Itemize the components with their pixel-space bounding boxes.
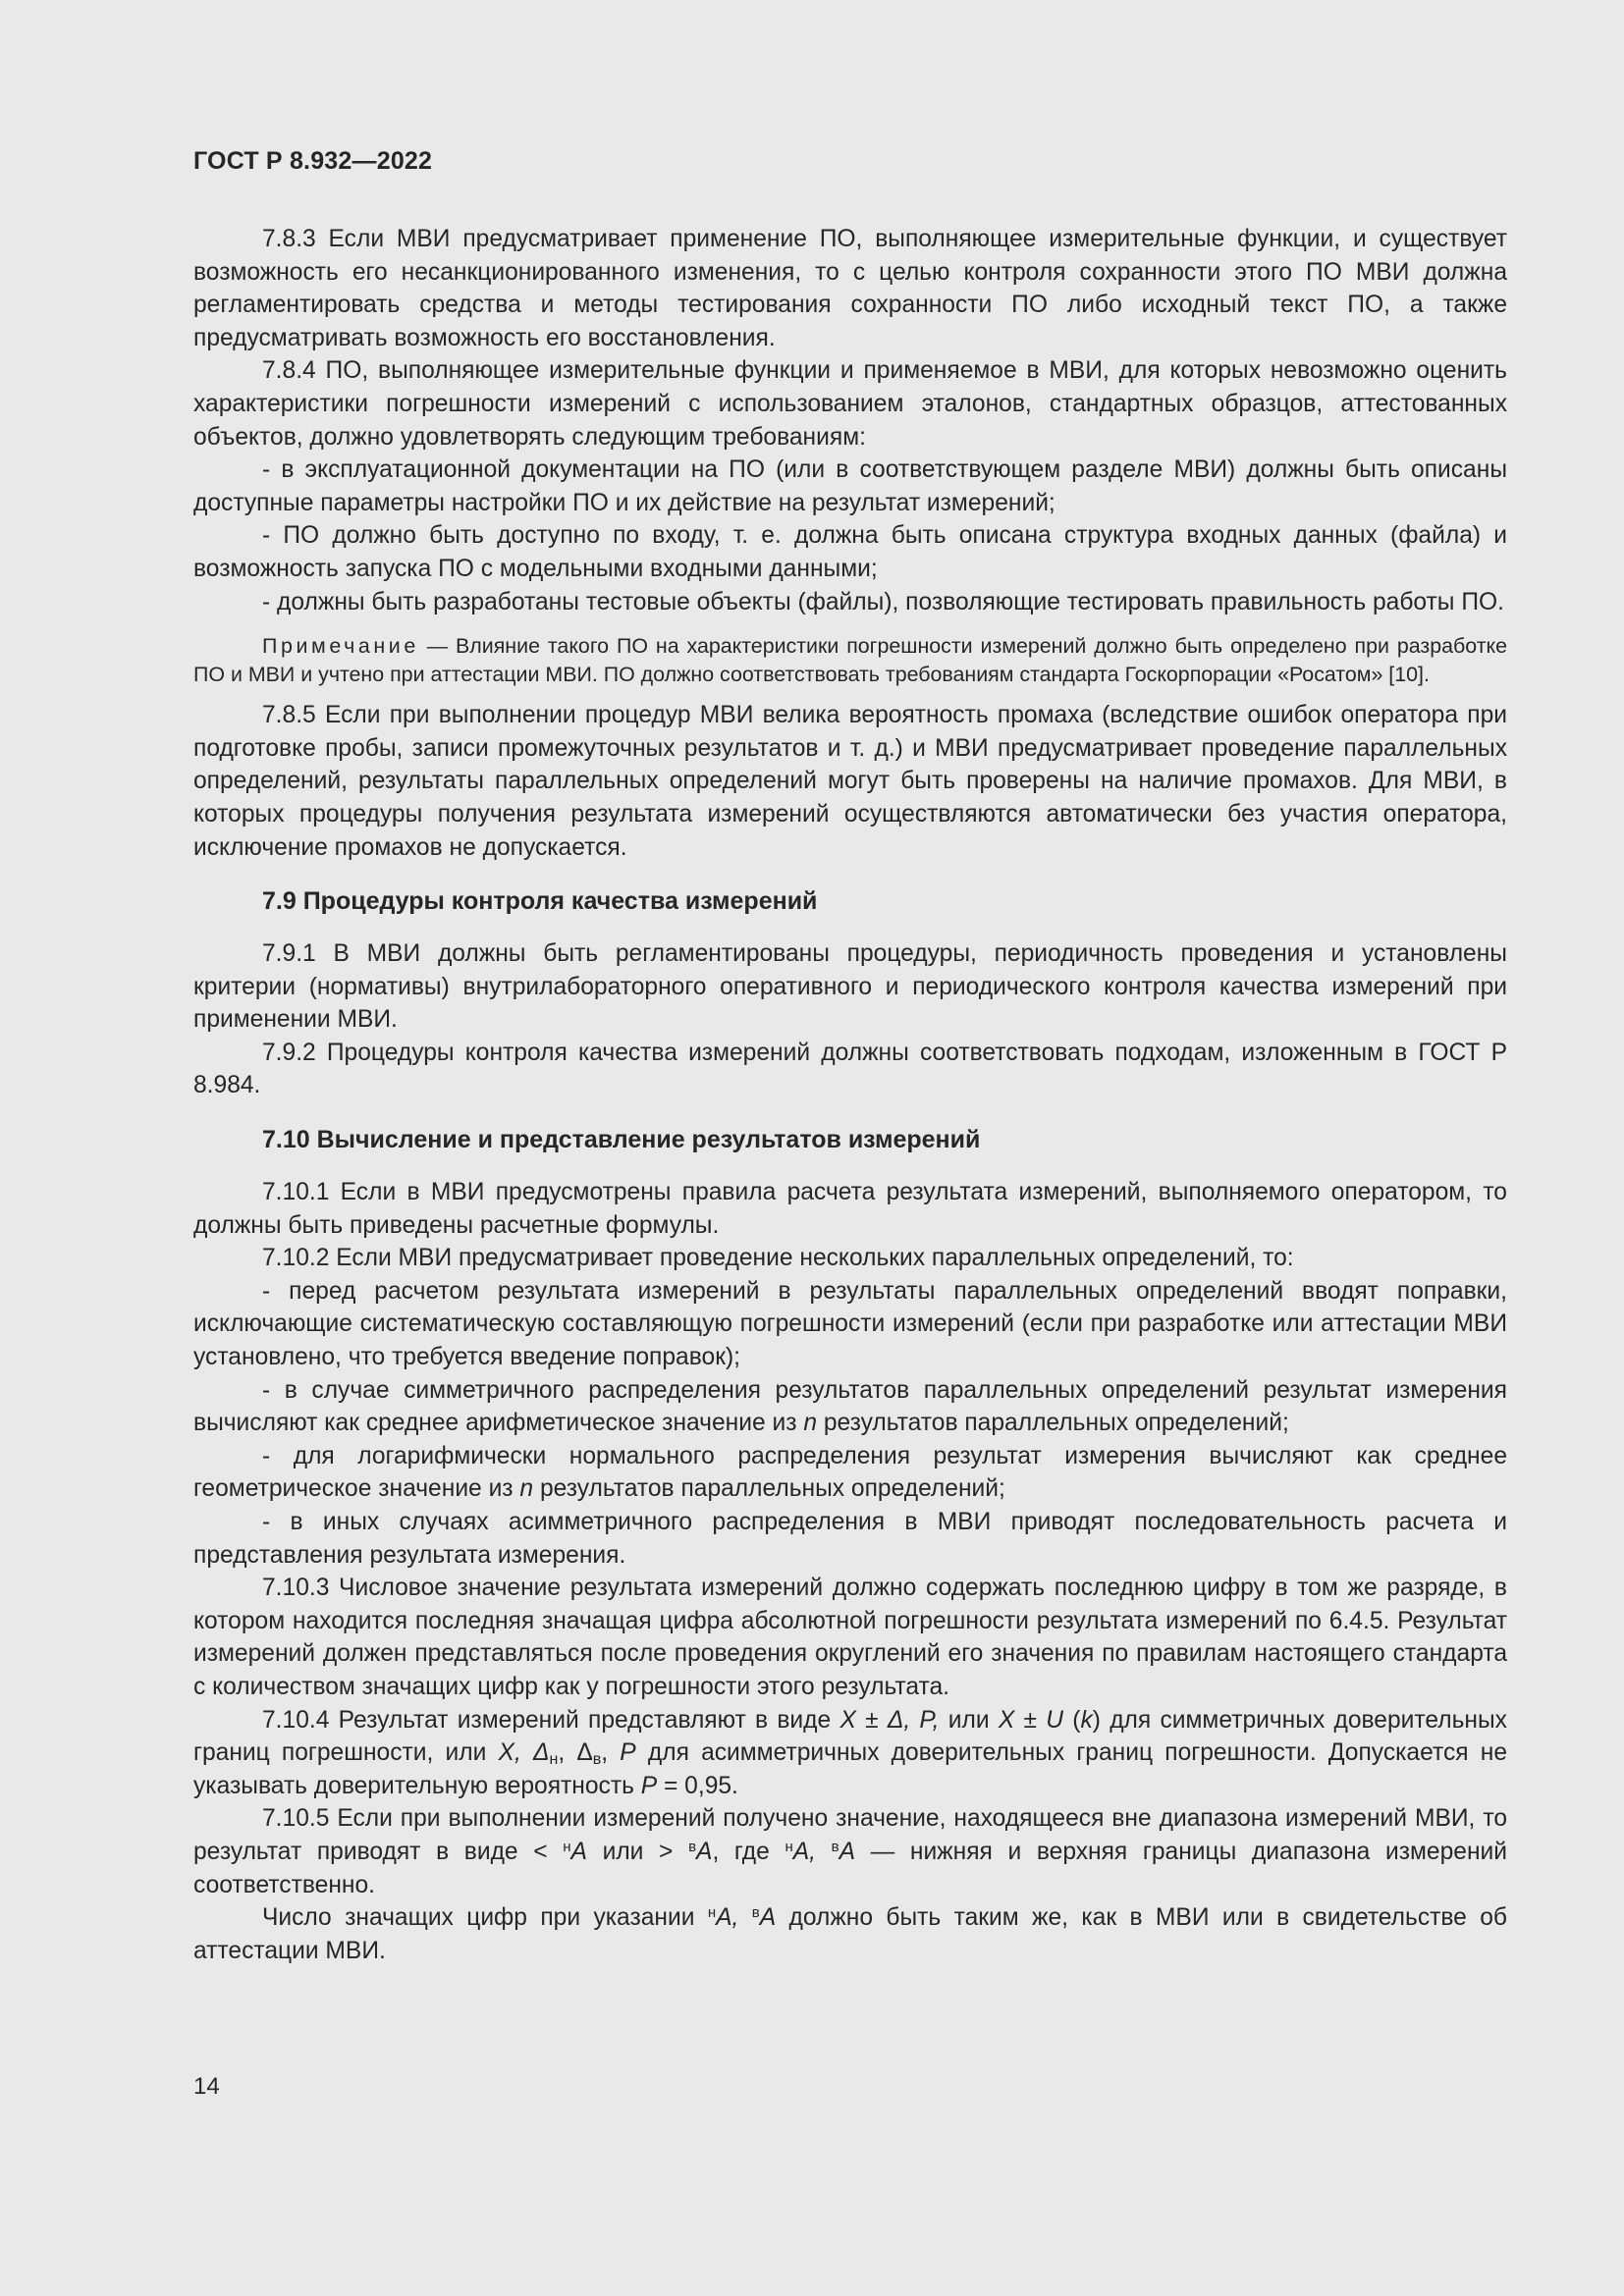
paragraph-7-8-3: 7.8.3 Если МВИ предусматривает применение ПО, выполняющее измерительные функции, и существует возможность его несанкционированного изменения, то с целью контроля сохранности этого ПО МВИ должна регламентировать средства и методы тестирования сохранности ПО либо исходный текст ПО, а также предусматривать возможность его восстановления. [193, 226, 1507, 351]
list-item: - ПО должно быть доступно по входу, т. е. должна быть описана структура входных данных (файла) и возможность запуска ПО с модельными входными данными; [193, 522, 1507, 582]
list-item: - в эксплуатационной документации на ПО (или в соответствующем разделе МВИ) должны быть описаны доступные параметры настройки ПО и их действие на результат измерений; [193, 456, 1507, 516]
document-body [193, 223, 1507, 1967]
paragraph-7-10-5: 7.10.5 Если при выполнении измерений получено значение, находящееся вне диапазона измерений МВИ, то результат приводят в виде < $^н$A или > $^в$A, где $^н$A, $^в$A — нижняя и верхняя границы диапазона измерений соответственно. [193, 1805, 1508, 1898]
paragraph-7-10-3: 7.10.3 Числовое значение результата измерений должно содержать последнюю цифру в том же разряде, в котором находится последняя значащая цифра абсолютной погрешности результата измерений по 6.4.5. Результат измерений должен представляться после проведения округлений его значения по правилам настоящего стандарта с количеством значащих цифр как у погрешности этого результата. [193, 1575, 1507, 1700]
document-header: ГОСТ Р 8.932—2022 [193, 147, 433, 175]
paragraph-7-9-2: 7.9.2 Процедуры контроля качества измерений должны соответствовать подходам, изложенным в ГОСТ Р 8.984. [193, 1039, 1507, 1099]
list-item: - должны быть разработаны тестовые объекты (файлы), позволяющие тестировать правильность работы ПО. [262, 588, 1504, 615]
section-heading-7-10: 7.10 Вычисление и представление результатов измерений [262, 1126, 981, 1154]
list-item: - в случае симметричного распределения результатов параллельных определений результат измерения вычисляют как среднее арифметическое значение из n результатов параллельных определений; [193, 1376, 1507, 1437]
list-item: - для логарифмически нормального распределения результат измерения вычисляют как среднее геометрическое значение из n результатов параллельных определений; [193, 1442, 1507, 1503]
section-heading-7-9: 7.9 Процедуры контроля качества измерений [262, 887, 818, 916]
paragraph-7-8-5: 7.8.5 Если при выполнении процедур МВИ велика вероятность промаха (вследствие ошибок оператора при подготовке пробы, записи промежуточных результатов и т. д.) и МВИ предусматривает проведение параллельных определений, результаты параллельных определений могут быть проверены на наличие промахов. Для МВИ, в которых процедуры получения результата измерений осуществляются автоматически без участия оператора, исключение промахов не допускается. [193, 702, 1507, 861]
list-item: - перед расчетом результата измерений в результаты параллельных определений вводят поправки, исключающие систематическую составляющую погрешности измерений (если при разработке или аттестации МВИ установлено, что требуется введение поправок); [193, 1277, 1507, 1371]
note [193, 632, 1507, 689]
note-text: — Влияние такого ПО на характеристики погрешности измерений должно быть определено при разработке ПО и МВИ и учтено при аттестации МВИ. ПО должно соответствовать требованиям стандарта Госкорпорации «Росатом» [10]. [193, 634, 1507, 687]
list-item: - в иных случаях асимметричного распределения в МВИ приводят последовательность расчета и представления результата измерения. [193, 1509, 1507, 1569]
paragraph-significant-digits: Число значащих цифр при указании $^н$A, $^в$A должно быть таким же, как в МВИ или в свидетельстве об аттестации МВИ. [193, 1904, 1507, 1964]
paragraph-7-10-2: 7.10.2 Если МВИ предусматривает проведение нескольких параллельных определений, то: [262, 1245, 1294, 1272]
paragraph-7-10-4: 7.10.4 Результат измерений представляют в виде X ± Δ, P, или X ± U (k) для симметричных доверительных границ погрешности, или X, $\Delta_н$, $\Delta_в$, P для асимметричных доверительных границ погрешности. Допускается не указывать доверительную вероятность P = 0,95. [193, 1706, 1507, 1799]
paragraph-7-9-1: 7.9.1 В МВИ должны быть регламентированы процедуры, периодичность проведения и установлены критерии (нормативы) внутрилабораторного оперативного и периодического контроля качества измерений при применении МВИ. [193, 940, 1507, 1034]
note-label: Примечание [262, 634, 419, 659]
paragraph-7-10-1: 7.10.1 Если в МВИ предусмотрены правила расчета результата измерений, выполняемого оператором, то должны быть приведены расчетные формулы. [193, 1179, 1507, 1239]
paragraph-7-8-4: 7.8.4 ПО, выполняющее измерительные функции и применяемое в МВИ, для которых невозможно оценить характеристики погрешности измерений с использованием эталонов, стандартных образцов, аттестованных объектов, должно удовлетворять следующим требованиям: [193, 357, 1507, 451]
page-number: 14 [193, 2073, 220, 2100]
